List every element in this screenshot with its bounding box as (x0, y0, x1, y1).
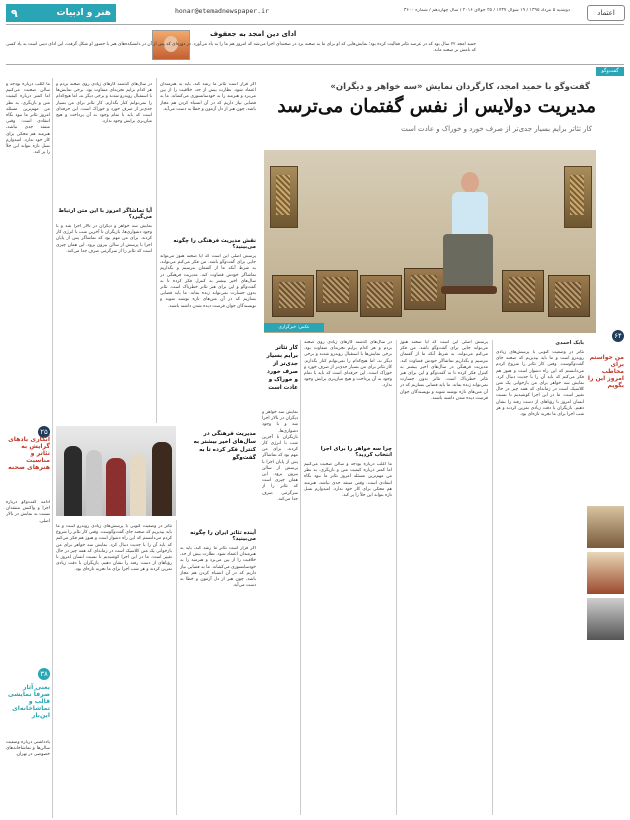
left-story-title-2[interactable]: یعنی آثار صرفاً نمایشی قالب و تماشاخانه‌ای این‌بار (7, 684, 50, 719)
question-heading: نقش مدیریت فرهنگی را چگونه می‌بینید؟ (173, 238, 256, 250)
section-title: هنر و ادبیات (56, 8, 111, 18)
left-story-badge: ۲۵ (38, 426, 50, 438)
article-byline: بابک احمدی (555, 340, 584, 346)
pull-quote-2: مدیریت فرهنگی در سال‌های اخیر بیشتر به کنترل فکر کرده تا به گفت‌وگو (193, 431, 256, 461)
photo-credit: عکس: خبرگزاری (264, 323, 324, 332)
stage-photo (56, 426, 176, 516)
article-column-6: در سال‌های گذشته کارهای زیادی روی صحنه بردم و هر کدام برایم تجربه‌ای متفاوت بود. برخی نمایش‌ها با استقبال روبه‌رو شدند و برخی دیگر نه، اما هیچ‌کدام را نمی‌توانم کنار بگذارم. کار تئاتر برای من بسیار جدی‌تر از صرف خورد و خوراک است. این حرفه‌ای است که باید با تمام وجود به آن پرداخت و هیچ میان‌بری برایش وجود ندارد. (56, 82, 152, 125)
pull-quote: کار تئاتر برایم بسیار جدی‌تر از صرف خورد و خوراک و عادت است (266, 345, 298, 391)
column-divider (492, 340, 493, 815)
column-divider (396, 340, 397, 815)
condolence-title: ادای دین امجد به جعفوف (210, 30, 297, 38)
interviewee-figure (441, 172, 501, 300)
side-thumb-2 (587, 552, 624, 594)
column-divider (176, 520, 177, 815)
left-story-text: ادامه گفت‌وگو درباره اجرا و واکنش منتقدان نسبت به نمایش در تالار اصلی. (6, 500, 50, 524)
condolence-text: حمید امجد ۲۲ سال بود که در عرصه تئاتر فعالیت کرده بود؛ نمایش‌هایی که او برای ما به صحنه برد در صحنه‌ای اجرا می‌شد که امروز هم ما را به یاد می‌آورد. در دوره‌ای که پس از آن در دانشکده‌های هنر با حضور او شکل گرفت، این ادای دینی است به یاد کسی که نامش بر صحنه ماند. (6, 42, 477, 53)
article-subhead: کار تئاتر برایم بسیار جدی‌تر از صرف خورد و خوراک و عادت است (401, 125, 592, 133)
side-number-badge: ۶۴ (612, 330, 624, 342)
article-column-2: پرسش اصلی این است که آیا صحنه هنوز می‌تواند جایی برای گفت‌وگو باشد. من فکر می‌کنم می‌تواند، به شرط آنکه ما از گفتمان نترسیم و بگذاریم تماشاگر خودش قضاوت کند. مدیریت فرهنگی در سال‌های اخیر بیشتر به کنترل فکر کرده تا به گفت‌وگو و این برای هنر تئاتر خطرناک است. تئاتر بدون جسارت نمی‌تواند زنده بماند. ما باید فضایی بسازیم که در آن متن‌های تازه نوشته شوند و نویسندگان جوان فرصت دیده شدن داشته باشند. (400, 340, 488, 401)
article-column-3b: ما اغلب درباره بودجه و سالن صحبت می‌کنیم اما کمتر درباره کیفیت متن و بازیگری. به نظر من مهم‌ترین مسئله امروز تئاتر ما نبود نگاه انتقادی است. وقتی منتقد جدی نباشد، هنرمند هم محکی برای کار خود ندارد. امیدوارم نسل تازه بتواند این خلأ را پر کند. (304, 462, 392, 499)
column-divider (156, 78, 157, 423)
main-photo (264, 150, 596, 333)
column-divider (52, 78, 53, 818)
rubric-label: گفت‌وگو (596, 67, 624, 76)
left-story-badge-2: ۳۸ (38, 668, 50, 680)
column-divider (300, 340, 301, 815)
article-column-1: تئاتر در وضعیت کنونی با پرسش‌های زیادی روبه‌رو است و ما باید بپذیریم که صحنه جای گفت‌وگوست. وقتی کار تئاتر را شروع کردم می‌دانستم که این راه دشوار است و هنوز هم فکر می‌کنم که باید آن را با جدیت دنبال کرد. نمایش سه خواهر برای من بازخوانی یک متن کلاسیک است در زمانه‌ای که همه چیز در حال تغییر است. ما در این اجرا کوشیدیم تا نسبت انسان امروز با رؤیاهای از دست رفته را نشان دهیم. بازیگران با دقت زیادی تمرین کردند و هر شب اجرا برای ما تجربه تازه‌ای بود. (496, 350, 584, 418)
issue-dateline: دوشنبه ۵ مرداد ۱۳۹۵ / ۱۹ شوال ۱۴۳۷ / ۲۵ جولای ۲۰۱۶ / سال چهاردهم / شماره ۳۶۰۰ (403, 8, 570, 13)
side-thumb-3 (587, 598, 624, 640)
left-story-title[interactable]: آنکاری بادهای گرایش به تئاتر و مناسبت هنرهای صحنه (8, 436, 50, 471)
article-headline[interactable]: مدیریت دولایس از نفس گفتمان می‌ترسد (277, 96, 596, 117)
article-column-5: اگر قرار است تئاتر ما رشد کند، باید به هنرمندان اعتماد شود. نظارت بیش از حد، خلاقیت را از بین می‌برد و هنرمند را به خودسانسوری می‌کشاند. ما به فضایی نیاز داریم که در آن اشتباه کردن هم مجاز باشد، چون هنر از دل آزمون و خطا به دست می‌آید. (160, 82, 256, 112)
section-email[interactable]: honar@etemadnewspaper.ir (175, 7, 269, 15)
article-column-6b: نمایش سه خواهر و دیگران در تالار اجرا شد و با وجود دشواری‌ها، بازیگران تا آخرین شب با انرژی کار کردند. برای من مهم بود که تماشاگر پس از پایان اجرا با پرسش از سالن بیرون برود. این همان چیزی است که تئاتر را از سرگرمی صرف جدا می‌کند. (56, 224, 152, 254)
side-thumb-1 (587, 506, 624, 548)
question-heading: آینده تئاتر ایران را چگونه می‌بینید؟ (190, 530, 256, 542)
left-top-text: ما اغلب درباره بودجه و سالن صحبت می‌کنیم اما کمتر درباره کیفیت متن و بازیگری. به نظر من مهم‌ترین مسئله امروز تئاتر ما نبود نگاه انتقادی است. وقتی منتقد جدی نباشد، هنرمند هم محکی برای کار خود ندارد. امیدوارم نسل تازه بتواند این خلأ را پر کند. (6, 82, 50, 156)
article-column-5b: پرسش اصلی این است که آیا صحنه هنوز می‌تواند جایی برای گفت‌وگو باشد. من فکر می‌کنم می‌تواند، به شرط آنکه ما از گفتمان نترسیم و بگذاریم تماشاگر خودش قضاوت کند. مدیریت فرهنگی در سال‌های اخیر بیشتر به کنترل فکر کرده تا به گفت‌وگو و این برای هنر تئاتر خطرناک است. تئاتر بدون جسارت نمی‌تواند زنده بماند. ما باید فضایی بسازیم که در آن متن‌های تازه نوشته شوند و نویسندگان جوان فرصت دیده شدن داشته باشند. (160, 254, 256, 309)
page-number: ۹ (11, 6, 18, 20)
newspaper-logo: اعتماد (587, 5, 625, 21)
section-rule (6, 64, 624, 65)
side-story-title[interactable]: من خواستم برای مخاطب امروز این را بگویم (587, 354, 624, 389)
question-heading: چرا سه خواهر را برای اجرا انتخاب کردید؟ (320, 446, 392, 458)
article-kicker: گفت‌وگو با حمید امجد، کارگردان نمایش «سه خواهر و دیگران» (330, 82, 590, 92)
header-rule (6, 24, 624, 25)
article-column-8: تئاتر در وضعیت کنونی با پرسش‌های زیادی روبه‌رو است و ما باید بپذیریم که صحنه جای گفت‌وگوست. وقتی کار تئاتر را شروع کردم می‌دانستم که این راه دشوار است و هنوز هم فکر می‌کنم که باید آن را با جدیت دنبال کرد. نمایش سه خواهر برای من بازخوانی یک متن کلاسیک است در زمانه‌ای که همه چیز در حال تغییر است. ما در این اجرا کوشیدیم تا نسبت انسان امروز با رؤیاهای از دست رفته را نشان دهیم. بازیگران با دقت زیادی تمرین کردند و هر شب اجرا برای ما تجربه تازه‌ای بود. (56, 524, 172, 573)
article-column-7: اگر قرار است تئاتر ما رشد کند، باید به هنرمندان اعتماد شود. نظارت بیش از حد، خلاقیت را از بین می‌برد و هنرمند را به خودسانسوری می‌کشاند. ما به فضایی نیاز داریم که در آن اشتباه کردن هم مجاز باشد، چون هنر از دل آزمون و خطا به دست می‌آید. (180, 546, 256, 589)
question-heading: آیا تماشاگر امروز با این متن ارتباط می‌گیرد؟ (58, 208, 152, 220)
article-column-4: نمایش سه خواهر و دیگران در تالار اجرا شد و با وجود دشواری‌ها، بازیگران تا آخرین شب با انرژی کار کردند. برای من مهم بود که تماشاگر پس از پایان اجرا با پرسش از سالن بیرون برود. این همان چیزی است که تئاتر را از سرگرمی صرف جدا می‌کند. (262, 410, 298, 502)
section-header (6, 4, 116, 22)
article-column-3: در سال‌های گذشته کارهای زیادی روی صحنه بردم و هر کدام برایم تجربه‌ای متفاوت بود. برخی نمایش‌ها با استقبال روبه‌رو شدند و برخی دیگر نه، اما هیچ‌کدام را نمی‌توانم کنار بگذارم. کار تئاتر برای من بسیار جدی‌تر از صرف خورد و خوراک است. این حرفه‌ای است که باید با تمام وجود به آن پرداخت و هیچ میان‌بری برایش وجود ندارد. (304, 340, 392, 389)
left-bottom-text: یادداشتی درباره وضعیت سالن‌ها و تماشاخانه‌های خصوصی در تهران. (6, 740, 50, 758)
